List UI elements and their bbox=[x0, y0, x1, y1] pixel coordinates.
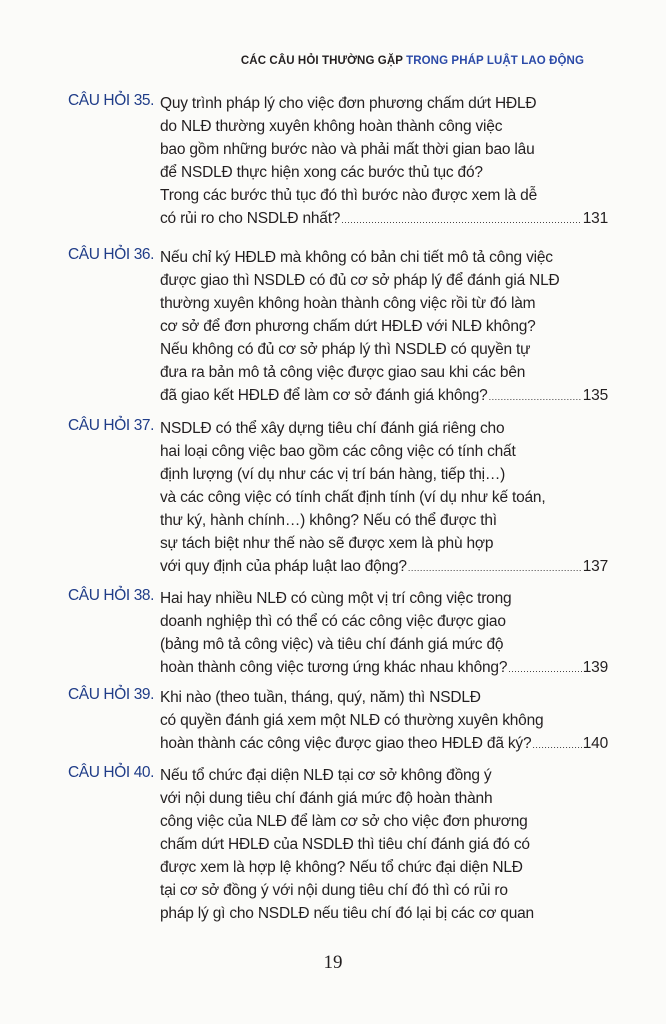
dot-leader bbox=[489, 386, 582, 409]
question-line: được xem là hợp lệ không? Nếu tổ chức đại diện NLĐ bbox=[160, 859, 523, 876]
question-label: CÂU HỎI 40. bbox=[68, 764, 155, 781]
question-line: Quy trình pháp lý cho việc đơn phương chấm dứt HĐLĐ bbox=[160, 95, 537, 112]
question-line: Nếu chỉ ký HĐLĐ mà không có bản chi tiết mô tả công việc bbox=[160, 249, 553, 266]
question-line: để NSDLĐ thực hiện xong các bước thủ tục đó? bbox=[160, 164, 483, 181]
dot-leader bbox=[341, 209, 582, 232]
question-line: Nếu tổ chức đại diện NLĐ tại cơ sở không đồng ý bbox=[160, 767, 492, 784]
dot-leader bbox=[408, 557, 582, 580]
page-number: 19 bbox=[323, 952, 343, 973]
question-line: tại cơ sở đồng ý với nội dung tiêu chí đó thì có rủi ro bbox=[160, 882, 508, 899]
running-header bbox=[241, 55, 584, 67]
question-line: Nếu không có đủ cơ sở pháp lý thì NSDLĐ có quyền tự bbox=[160, 341, 531, 358]
page-reference: 137 bbox=[582, 558, 608, 575]
question-line bbox=[160, 656, 608, 679]
question-line: được giao thì NSDLĐ có đủ cơ sở pháp lý để đánh giá NLĐ bbox=[160, 272, 560, 289]
question-line: đưa ra bản mô tả công việc được giao sau khi các bên bbox=[160, 364, 526, 381]
dot-leader bbox=[532, 734, 581, 757]
question-line: chấm dứt HĐLĐ của NSDLĐ thì tiêu chí đánh giá đó có bbox=[160, 836, 530, 853]
question-text: hoàn thành công việc tương ứng khác nhau không? bbox=[160, 659, 508, 676]
question-line: thư ký, hành chính…) không? Nếu có thể được thì bbox=[160, 512, 497, 529]
page-reference: 139 bbox=[582, 659, 608, 676]
question-text: đã giao kết HĐLĐ để làm cơ sở đánh giá không? bbox=[160, 387, 488, 404]
question-line: Khi nào (theo tuần, tháng, quý, năm) thì NSDLĐ bbox=[160, 689, 481, 706]
question-line: bao gồm những bước nào và phải mất thời gian bao lâu bbox=[160, 141, 535, 158]
question-line: NSDLĐ có thể xây dựng tiêu chí đánh giá riêng cho bbox=[160, 420, 505, 437]
question-line bbox=[160, 207, 608, 230]
question-line: và các công việc có tính chất định tính (ví dụ như kế toán, bbox=[160, 489, 546, 506]
question-label: CÂU HỎI 36. bbox=[68, 246, 155, 263]
toc-entry bbox=[68, 686, 608, 755]
question-text: với quy định của pháp luật lao động? bbox=[160, 558, 407, 575]
question-label: CÂU HỎI 38. bbox=[68, 587, 155, 604]
question-line bbox=[160, 555, 608, 578]
question-line: Trong các bước thủ tục đó thì bước nào được xem là dễ bbox=[160, 187, 537, 204]
question-line bbox=[160, 384, 608, 407]
question-line: có quyền đánh giá xem một NLĐ có thường xuyên không bbox=[160, 712, 544, 729]
toc-entry bbox=[68, 587, 608, 679]
question-label: CÂU HỎI 35. bbox=[68, 92, 155, 109]
question-line: với nội dung tiêu chí đánh giá mức độ hoàn thành bbox=[160, 790, 493, 807]
question-label: CÂU HỎI 39. bbox=[68, 686, 155, 703]
question-line: do NLĐ thường xuyên không hoàn thành công việc bbox=[160, 118, 503, 135]
question-line bbox=[160, 732, 608, 755]
question-line: cơ sở để đơn phương chấm dứt HĐLĐ với NLĐ không? bbox=[160, 318, 536, 335]
header-title-part1: CÁC CÂU HỎI THƯỜNG GẶP bbox=[240, 55, 403, 67]
header-title-part2: TRONG PHÁP LUẬT LAO ĐỘNG bbox=[406, 55, 584, 67]
dot-leader bbox=[508, 658, 581, 681]
toc-entry bbox=[68, 246, 608, 407]
question-text: hoàn thành các công việc được giao theo HĐLĐ đã ký? bbox=[160, 735, 532, 752]
question-line: sự tách biệt như thế nào sẽ được xem là phù hợp bbox=[160, 535, 494, 552]
toc-entry bbox=[68, 764, 608, 925]
question-line: Hai hay nhiều NLĐ có cùng một vị trí công việc trong bbox=[160, 590, 512, 607]
question-label: CÂU HỎI 37. bbox=[68, 417, 155, 434]
page-reference: 140 bbox=[582, 735, 608, 752]
question-line: (bảng mô tả công việc) và tiêu chí đánh giá mức độ bbox=[160, 636, 504, 653]
toc-entry bbox=[68, 92, 608, 230]
question-line: định lượng (ví dụ như các vị trí bán hàng, tiếp thị…) bbox=[160, 466, 506, 483]
question-text: có rủi ro cho NSDLĐ nhất? bbox=[160, 210, 341, 227]
question-line: thường xuyên không hoàn thành công việc rồi từ đó làm bbox=[160, 295, 536, 312]
question-line: công việc của NLĐ để làm cơ sở cho việc đơn phương bbox=[160, 813, 528, 830]
question-line: pháp lý gì cho NSDLĐ nếu tiêu chí đó lại bị các cơ quan bbox=[160, 905, 534, 922]
page-reference: 131 bbox=[582, 210, 608, 227]
question-line: doanh nghiệp thì có thể có các công việc được giao bbox=[160, 613, 506, 630]
toc-entry bbox=[68, 417, 608, 578]
page-reference: 135 bbox=[582, 387, 608, 404]
question-line: hai loại công việc bao gồm các công việc có tính chất bbox=[160, 443, 516, 460]
